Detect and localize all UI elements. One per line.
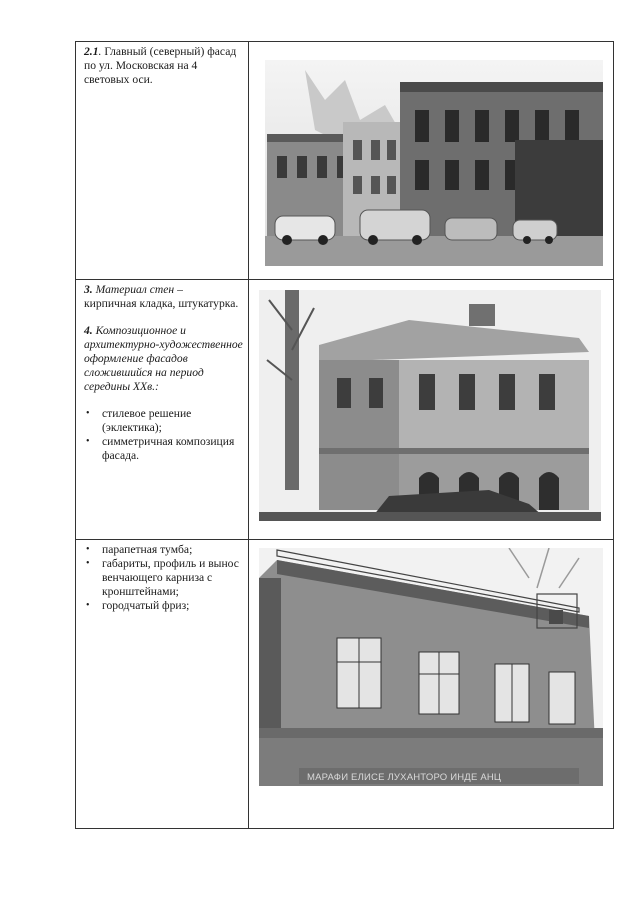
photo-cell	[249, 280, 614, 540]
list-item: • парапетная тумба;	[86, 543, 193, 556]
facade-photo-2	[259, 290, 601, 521]
feature-list	[84, 543, 244, 613]
feature-list	[84, 407, 244, 463]
table-row	[76, 280, 614, 540]
facade-photo-3	[259, 548, 603, 786]
list-item: • габариты, профиль и вынос венчающего карниза с кронштейнами;	[86, 557, 239, 598]
table-row	[76, 42, 614, 280]
protected-elements-text	[76, 540, 248, 613]
list-item: • городчатый фриз;	[86, 599, 190, 612]
table-row	[76, 540, 614, 829]
item-number: 3.	[84, 283, 93, 296]
walls-body: кирпичная кладка, штукатурка.	[84, 297, 239, 310]
item-2-1-text: 2.1. Главный (северный) фасад по ул. Московская на 4 световых оси.	[84, 45, 237, 86]
facade-photo-1	[265, 60, 603, 266]
description-cell	[76, 540, 249, 829]
photo-cell	[249, 540, 614, 829]
list-item: • стилевое решение (эклектика);	[86, 407, 192, 434]
item-number: 4.	[84, 324, 93, 337]
watermark-text: МАРАФИ ЕЛИСЕ ЛУХАНТОРО ИНДЕ АНЦ	[307, 772, 502, 783]
item-number: 2.1	[84, 45, 99, 58]
object-table	[75, 41, 614, 829]
item-2-1-body: Главный (северный) фасад по ул. Московская на 4 световых оси.	[84, 45, 237, 86]
description-cell	[76, 280, 249, 540]
materials-text	[76, 280, 248, 463]
list-item: • симметричная композиция фасада.	[86, 435, 235, 462]
walls-heading: Материал стен –	[92, 283, 183, 296]
description-cell	[76, 42, 249, 280]
photo-cell	[249, 42, 614, 280]
composition-heading: Композиционное и архитектурно-художественное оформление фасадов сложившийся на период середины ХХв.:	[84, 324, 243, 393]
